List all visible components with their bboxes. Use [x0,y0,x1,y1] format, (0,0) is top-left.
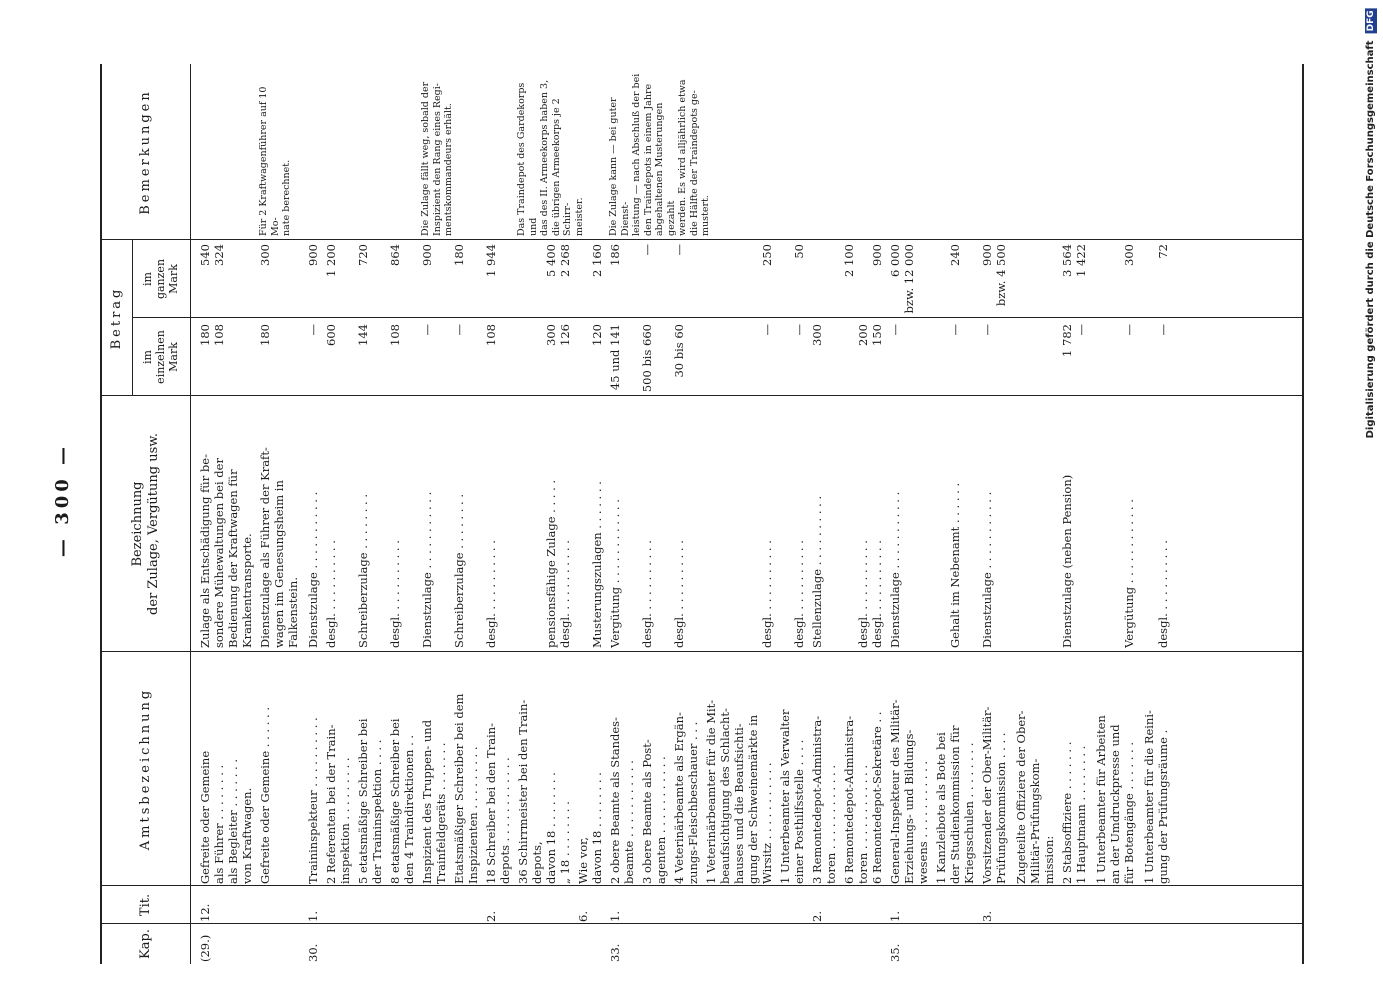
cell-amt: 2 Stabsoffiziere . . . . . . . 1 Hauptmann . . . . . . . . [1060,741,1088,884]
cell-bem: Für 2 Kraftwagenführer auf 10 Mo- nate berechnet. [258,86,292,236]
cell-bem: Die Zulage kann — bei guter Dienst- leistung — nach Abschluß der bei den Traindepots in einem Jahre abgehaltenen Musterungen gezahlt werden. Es wird alljährlich etwa die Hälfte der Traindepots ge- mustert. [608,73,711,236]
cell-ganzen: 1 200 [324,244,338,277]
cell-einzelnen: — [1122,324,1136,336]
cell-ganzen: 2 160 [590,244,604,277]
cell-ganzen: 2 100 900 [842,244,884,277]
cell-bez: Schreiberzulage . . . . . . . . [452,493,466,648]
cell-einzelnen: 300 126 [544,324,572,346]
cell-bez: Schreiberzulage . . . . . . . . [356,493,370,648]
cell-bez: desgl. . . . . . . . . . . [324,540,338,648]
cell-tit: 12. [198,903,212,922]
salary-table [100,64,1304,964]
cell-amt: General-Inspekteur des Militär- Erziehungs- und Bildungs- wesens . . . . . . . . . . . [888,699,930,884]
cell-amt: 6 Remontedepot-Administra- toren . . . . . . . . . . . . 6 Remontedepot-Sekretäre . . [842,711,884,884]
column-divider [102,395,1302,396]
cell-einzelnen: — [980,324,994,336]
cell-amt: 1 Unterbeamter als Verwalter einer Posthilfsstelle . . . . [778,709,806,884]
funding-note [1365,8,1377,438]
cell-amt: 18 Schreiber bei den Train- depots . . . . . . . . . . . . [484,722,512,884]
cell-bez: Dienstzulage (neben Pension) [1060,474,1074,648]
cell-ganzen: 72 [1156,244,1170,259]
cell-kap: 30. [306,943,320,962]
cell-ganzen: 6 000 bzw. 12 000 [888,244,916,314]
cell-amt: Wie vor, davon 18 . . . . . . . . [576,772,604,884]
header-bemerkungen: Bemerkungen [138,89,153,215]
cell-amt: Gefreite oder Gemeine . . . . . . [258,706,272,884]
cell-bez: Vergütung . . . . . . . . . . . . [1122,499,1136,648]
cell-amt: 1 Kanzleibote als Bote bei der Studienkommission für Kriegsschulen . . . . . . . . [934,725,976,884]
cell-kap: 33. [608,943,622,962]
dfg-logo: DFG [1366,10,1376,32]
funding-text: Digitalisierung gefördert durch die Deutsche Forschungsgemeinschaft [1365,40,1376,439]
cell-ganzen: 720 [356,244,370,266]
cell-amt: 3 Remontedepot-Administra- toren . . . . . . . . . . . . [810,715,838,884]
cell-bez: Dienstzulage . . . . . . . . . . . [306,491,320,648]
header-im-einzelnen: im einzelnen Mark [140,330,180,384]
cell-bez: Gehalt im Nebenamt . . . . . . [948,482,962,648]
column-divider [102,239,1302,240]
cell-bez: desgl. . . . . . . . . . . [672,540,686,648]
cell-amt: 3 obere Beamte als Post- agenten . . . . . . . . . . . [640,739,668,884]
cell-ganzen: 240 [948,244,962,266]
cell-amt: 8 etatsmäßige Schreiber bei den 4 Traindirektionen . . [388,718,416,884]
cell-tit: 1. [888,911,902,922]
cell-ganzen: 3 564 1 422 [1060,244,1088,277]
cell-einzelnen: 300 [810,324,824,346]
cell-einzelnen: — [306,324,320,336]
cell-einzelnen: 144 [356,324,370,346]
cell-ganzen: 900 [306,244,320,266]
cell-amt: 1 Unterbeamter für Arbeiten an der Umdruckpresse und für Botengänge . . . . . . . [1094,715,1136,884]
header-betrag: Betrag [109,286,124,350]
column-divider [102,885,1302,886]
cell-tit: 2. [484,911,498,922]
cell-bez: pensionsfähige Zulage . . . . . desgl. . . . . . . . . . . [544,479,572,648]
cell-einzelnen: 200 150 [856,324,884,346]
cell-amt: Vorsitzender der Ober-Militär- Prüfungskommission . . . . [980,706,1008,884]
cell-einzelnen: — [420,324,434,336]
cell-bez: Dienstzulage . . . . . . . . . . . [888,491,902,648]
header-tit: Tit. [138,893,153,917]
cell-bez: desgl. . . . . . . . . . . [792,540,806,648]
cell-amt: 5 etatsmäßige Schreiber bei der Traininspektion . . . . [356,718,384,884]
header-divider [190,64,191,964]
cell-amt: Traininspekteur . . . . . . . . . . [306,717,320,884]
cell-amt: Inspizient des Truppen- und Trainfeldgeräts . . . . . . . [420,719,448,884]
header-bezeichnung: Bezeichnung der Zulage, Vergütung usw. [130,433,161,615]
cell-einzelnen: 180 [258,324,272,346]
cell-ganzen: 864 [388,244,402,266]
cell-ganzen: 180 [452,244,466,266]
cell-bez: desgl. . . . . . . . . . . [1156,540,1170,648]
header-kap: Kap. [138,929,153,959]
cell-ganzen: 300 [1122,244,1136,266]
header-amtsbezeichnung: Amtsbezeichnung [138,687,153,851]
cell-amt: Etatsmäßiger Schreiber bei dem Inspizienten . . . . . . . . . [452,693,480,884]
cell-ganzen: 900 [420,244,434,266]
column-divider [102,923,1302,924]
cell-tit: 1. [306,911,320,922]
cell-amt: 4 Veterinärbeamte als Ergän- zungs-Fleischbeschauer . . . [672,712,700,884]
cell-bem: Das Traindepot des Gardekorps und das des II. Armeekorps haben 3, die übrigen Armeekorps je 2 Schirr- meister. [516,79,585,236]
cell-amt: Gefreite oder Gemeine als Führer . . . . . . . . als Begleiter . . . . . . . von Kraftwagen. [198,750,254,884]
cell-tit: 6. [576,911,590,922]
cell-einzelnen: 500 bis 660 [640,324,654,393]
cell-ganzen: — [672,244,686,256]
cell-einzelnen: — [792,324,806,336]
cell-einzelnen: — [948,324,962,336]
cell-einzelnen: — [760,324,774,336]
cell-bez: Musterungszulagen . . . . . . . [590,481,604,648]
cell-tit: 2. [810,911,824,922]
cell-tit: 3. [980,911,994,922]
cell-bez: desgl. . . . . . . . . . . [640,540,654,648]
cell-ganzen: 50 [792,244,806,259]
page-number: — 300 — [52,442,73,558]
cell-ganzen: — [640,244,654,256]
cell-ganzen: 900 bzw. 4 500 [980,244,1008,307]
cell-ganzen: 5 400 2 268 [544,244,572,277]
cell-einzelnen: 108 [388,324,402,346]
cell-bez: Dienstzulage . . . . . . . . . . . [420,491,434,648]
cell-ganzen: 540 324 [198,244,226,266]
cell-einzelnen: 108 [484,324,498,346]
cell-amt: 2 Referenten bei der Train- inspektion . . . . . . . . . [324,724,352,884]
cell-bez: Dienstzulage als Führer der Kraft- wagen im Genesungsheim in Falkenstein. [258,447,300,648]
cell-ganzen: 250 [760,244,774,266]
cell-einzelnen: 120 [590,324,604,346]
cell-amt: 1 Unterbeamter für die Reini- gung der Prüfungsräume . [1142,710,1170,884]
cell-einzelnen: 30 bis 60 [672,324,686,378]
cell-kap: (29.) [198,934,212,962]
cell-bem: Die Zulage fällt weg, sobald der Inspizient den Rang eines Regi- mentskommandeurs erhält. [420,81,454,236]
cell-bez: Zulage als Entschädigung für be- sondere Mühewaltungen bei der Bedienung der Kraftwagen für Krankentransporte. [198,454,254,648]
cell-einzelnen: — [1156,324,1170,336]
cell-einzelnen: 1 782 — [1060,324,1088,357]
cell-amt: 1 Veterinärbeamter für die Mit- beaufsichtigung des Schlacht- hauses und die Beaufsichti- gung der Schweinemärkte in Wirsitz . . . . . . . . . . . [704,699,774,884]
cell-einzelnen: 600 [324,324,338,346]
cell-tit: 1. [608,911,622,922]
cell-bez: Vergütung . . . . . . . . . . . . [608,499,622,648]
cell-bez: Stellenzulage . . . . . . . . . . [810,495,824,648]
cell-bez: desgl. . . . . . . . . . . [760,540,774,648]
cell-ganzen: 300 [258,244,272,266]
header-divider [132,240,133,396]
column-divider [102,651,1302,652]
cell-amt: 36 Schirrmeister bei den Train- depots, davon 18 . . . . . . . . „ 18 . . . . . . . . [516,699,572,884]
cell-amt: 2 obere Beamte als Standes- beamte . . . . . . . . . . . [608,717,636,884]
cell-amt: Zugeteilte Offiziere der Ober- Militär-Prüfungskom- mission: [1014,710,1056,884]
cell-einzelnen: 180 108 [198,324,226,346]
cell-ganzen: 186 [608,244,622,266]
cell-einzelnen: 45 und 141 [608,324,622,391]
cell-bez: desgl. . . . . . . . . . . desgl. . . . . . . . . . . [856,540,884,648]
cell-bez: desgl. . . . . . . . . . . [388,540,402,648]
header-im-ganzen: im ganzen Mark [140,258,180,300]
cell-bez: Dienstzulage . . . . . . . . . . . [980,491,994,648]
cell-einzelnen: — [888,324,902,336]
cell-ganzen: 1 944 [484,244,498,277]
cell-einzelnen: — [452,324,466,336]
cell-kap: 35. [888,943,902,962]
cell-bez: desgl. . . . . . . . . . . [484,540,498,648]
